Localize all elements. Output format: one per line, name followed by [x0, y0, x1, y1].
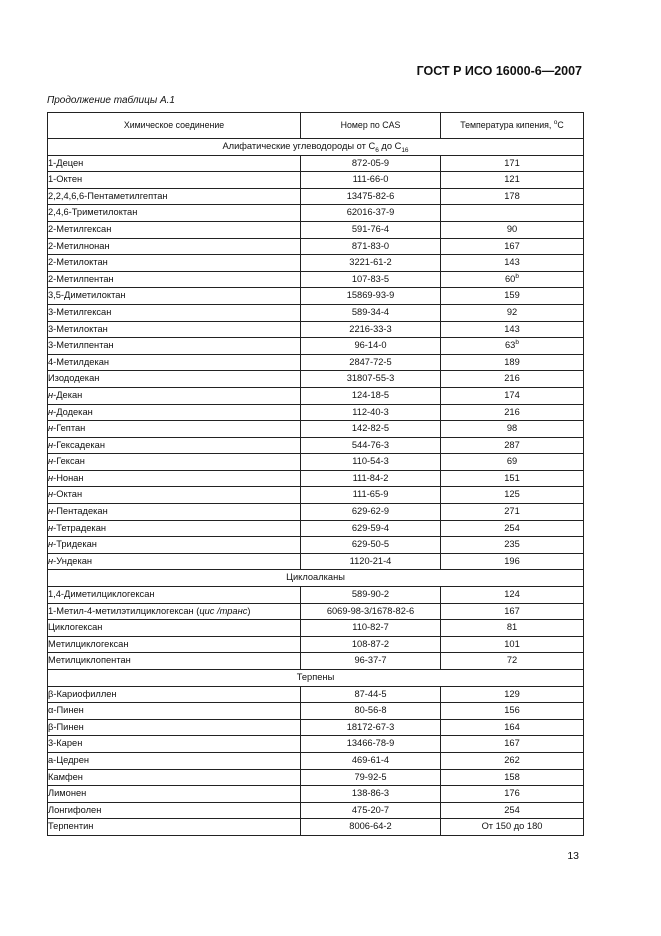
compound-name: -Октан [53, 489, 83, 500]
boiling-temp-value: 235 [504, 539, 520, 550]
cas-number-cell: 96-14-0 [301, 338, 441, 355]
compound-name-cell [48, 470, 301, 487]
boiling-temp-value: 92 [506, 306, 518, 317]
compound-name-cell [48, 304, 301, 321]
table-row [48, 338, 584, 355]
compound-name: 2-Метилгексан [48, 223, 112, 234]
compound-name: -Гексан [53, 456, 85, 467]
boiling-temp-value: 101 [504, 638, 520, 649]
boiling-temp-cell [441, 172, 584, 189]
column-header-cas: Номер по CAS [301, 113, 441, 139]
boiling-temp-cell [441, 553, 584, 570]
table-row [48, 537, 584, 554]
table-row [48, 205, 584, 222]
cas-number-cell: 112-40-3 [301, 404, 441, 421]
boiling-temp-cell [441, 470, 584, 487]
compound-name: 3,5-Диметилоктан [48, 290, 126, 301]
compound-name-cell [48, 504, 301, 521]
table-row [48, 653, 584, 670]
cas-number-cell: 110-54-3 [301, 454, 441, 471]
boiling-temp-value: 124 [504, 589, 520, 600]
cas-number-cell: 589-90-2 [301, 587, 441, 604]
compound-name-cell [48, 354, 301, 371]
cas-number-cell: 13475-82-6 [301, 188, 441, 205]
compound-name: 1-Метил-4-метилэтилциклогексан ( [48, 605, 200, 616]
compound-prefix: н [48, 423, 54, 434]
boiling-temp-value: 189 [504, 356, 520, 367]
boiling-temp-cell [441, 520, 584, 537]
boiling-temp-cell [441, 752, 584, 769]
compound-prefix: н [48, 472, 54, 483]
compound-name: 2,2,4,6,6-Пентаметилгептан [48, 190, 168, 201]
boiling-temp-cell [441, 371, 584, 388]
temp-header-text: Температура кипения, [460, 120, 554, 130]
footnote-marker: b [515, 339, 519, 347]
compound-name: Циклогексан [48, 622, 103, 633]
cas-number-cell: 6069-98-3/1678-82-6 [301, 603, 441, 620]
cas-number-cell: 2847-72-5 [301, 354, 441, 371]
boiling-temp-value: 90 [506, 223, 518, 234]
boiling-temp-cell [441, 155, 584, 172]
cas-number-cell: 475-20-7 [301, 802, 441, 819]
boiling-temp-cell [441, 653, 584, 670]
table-row [48, 470, 584, 487]
boiling-temp-value: 262 [504, 754, 520, 765]
boiling-temp-cell [441, 636, 584, 653]
boiling-temp-cell [441, 487, 584, 504]
boiling-temp-value: 69 [506, 456, 518, 467]
cas-number-cell: 8006-64-2 [301, 819, 441, 836]
cas-number-cell: 629-50-5 [301, 537, 441, 554]
table-row [48, 719, 584, 736]
cas-number-cell: 18172-67-3 [301, 719, 441, 736]
boiling-temp-cell [441, 387, 584, 404]
degree-sup: o [553, 119, 558, 127]
compound-name-cell [48, 387, 301, 404]
table-row [48, 387, 584, 404]
table-row [48, 736, 584, 753]
boiling-temp-value: 60 [505, 273, 516, 284]
boiling-temp-value: 174 [504, 389, 520, 400]
boiling-temp-value: 171 [504, 157, 520, 168]
compound-name-cell [48, 454, 301, 471]
compound-name-cell [48, 155, 301, 172]
boiling-temp-value: 125 [504, 489, 520, 500]
compound-name-cell [48, 205, 301, 222]
compound-prefix: н [48, 456, 54, 467]
section-header-row [48, 139, 584, 156]
compound-name-cell [48, 255, 301, 272]
cas-number-cell: 87-44-5 [301, 686, 441, 703]
table-row [48, 221, 584, 238]
compound-isomer-note: цис /транс [199, 605, 248, 616]
compound-name: 3-Метилоктан [48, 323, 108, 334]
boiling-temp-cell [441, 454, 584, 471]
boiling-temp-value: 254 [504, 522, 520, 533]
compound-name-tail: ) [247, 605, 251, 616]
compound-name-cell [48, 786, 301, 803]
table-row [48, 786, 584, 803]
boiling-temp-value: 216 [504, 373, 520, 384]
table-row [48, 703, 584, 720]
boiling-temp-value: 196 [504, 555, 520, 566]
compound-name-cell [48, 686, 301, 703]
compound-name: 3-Карен [48, 738, 83, 749]
compound-name: 4-Метилдекан [48, 356, 110, 367]
cas-number-cell: 96-37-7 [301, 653, 441, 670]
compound-name-cell [48, 238, 301, 255]
compound-prefix: н [48, 522, 54, 533]
cas-number-cell: 1120-21-4 [301, 553, 441, 570]
boiling-temp-cell [441, 603, 584, 620]
compound-name: 1,4-Диметилциклогексан [48, 589, 155, 600]
section-title-text: Циклоалканы [286, 572, 345, 583]
boiling-temp-cell [441, 338, 584, 355]
compound-name: β-Кариофиллен [48, 688, 117, 699]
compound-name-cell [48, 620, 301, 637]
boiling-temp-value: 167 [504, 240, 520, 251]
cas-number-cell: 80-56-8 [301, 703, 441, 720]
cas-number-cell: 107-83-5 [301, 271, 441, 288]
compound-name-cell [48, 603, 301, 620]
cas-number-cell: 13466-78-9 [301, 736, 441, 753]
column-header-compound: Химическое соединение [48, 113, 301, 139]
compound-name-cell [48, 404, 301, 421]
footnote-marker: b [515, 272, 519, 280]
compound-name-cell [48, 636, 301, 653]
boiling-temp-value: От 150 до 180 [481, 821, 543, 832]
table-row [48, 819, 584, 836]
cas-number-cell: 124-18-5 [301, 387, 441, 404]
compound-name: 1-Децен [48, 157, 84, 168]
compound-name: Лимонен [48, 788, 87, 799]
compound-name-cell [48, 338, 301, 355]
compound-name-cell [48, 736, 301, 753]
boiling-temp-cell [441, 404, 584, 421]
cas-number-cell: 31807-55-3 [301, 371, 441, 388]
section-title [48, 670, 584, 687]
compound-name: -Гептан [53, 423, 86, 434]
compound-name-cell [48, 421, 301, 438]
table-row [48, 288, 584, 305]
boiling-temp-value: 151 [504, 472, 520, 483]
table-row [48, 769, 584, 786]
cas-number-cell: 629-59-4 [301, 520, 441, 537]
section-title-subscript: 16 [401, 146, 409, 154]
table-row [48, 437, 584, 454]
boiling-temp-value: 156 [504, 705, 520, 716]
table-body [48, 139, 584, 836]
compound-name: Камфен [48, 771, 83, 782]
section-title-subscript: 6 [375, 146, 379, 154]
table-row [48, 238, 584, 255]
compound-name: 3-Метилпентан [48, 340, 114, 351]
cas-number-cell: 142-82-5 [301, 421, 441, 438]
compound-name-cell [48, 520, 301, 537]
compound-name: -Ундекан [53, 555, 93, 566]
section-header-row [48, 670, 584, 687]
compound-name-cell [48, 437, 301, 454]
boiling-temp-cell [441, 719, 584, 736]
cas-number-cell: 2216-33-3 [301, 321, 441, 338]
boiling-temp-value: 158 [504, 771, 520, 782]
boiling-temp-value: 98 [506, 423, 518, 434]
section-title [48, 570, 584, 587]
boiling-temp-cell [441, 504, 584, 521]
boiling-temp-cell [441, 321, 584, 338]
compound-name-cell [48, 769, 301, 786]
boiling-temp-value: 167 [504, 605, 520, 616]
boiling-temp-cell [441, 354, 584, 371]
table-row [48, 354, 584, 371]
boiling-temp-value: 271 [504, 506, 520, 517]
compound-prefix: н [48, 539, 54, 550]
compound-name-cell [48, 553, 301, 570]
boiling-temp-cell [441, 205, 584, 222]
boiling-temp-value: 72 [506, 655, 518, 666]
boiling-temp-cell [441, 271, 584, 288]
boiling-temp-cell [441, 686, 584, 703]
compound-name: -Тридекан [53, 539, 97, 550]
compound-name: 3-Метилгексан [48, 306, 112, 317]
cas-number-cell: 871-83-0 [301, 238, 441, 255]
boiling-temp-cell [441, 221, 584, 238]
table-row [48, 155, 584, 172]
boiling-temp-cell [441, 288, 584, 305]
boiling-temp-value: 167 [504, 738, 520, 749]
boiling-temp-value: 178 [504, 190, 520, 201]
table-row [48, 271, 584, 288]
compound-name-cell [48, 537, 301, 554]
section-title-text: до C [378, 141, 402, 151]
compound-name: -Тетрадекан [53, 522, 107, 533]
compound-name: β-Пинен [48, 721, 84, 732]
boiling-temp-cell [441, 304, 584, 321]
boiling-temp-cell [441, 421, 584, 438]
boiling-temp-value: 164 [504, 721, 520, 732]
cas-number-cell: 111-66-0 [301, 172, 441, 189]
cas-number-cell: 3221-61-2 [301, 255, 441, 272]
compound-name: -Гексадекан [53, 439, 105, 450]
compound-name: -Додекан [53, 406, 93, 417]
compound-name-cell [48, 321, 301, 338]
boiling-temp-cell [441, 188, 584, 205]
cas-number-cell: 544-76-3 [301, 437, 441, 454]
table-row [48, 587, 584, 604]
boiling-temp-cell [441, 437, 584, 454]
document-standard-header: ГОСТ Р ИСО 16000-6—2007 [416, 64, 582, 78]
table-row [48, 371, 584, 388]
table-row [48, 620, 584, 637]
compound-prefix: н [48, 389, 54, 400]
cas-number-cell: 591-76-4 [301, 221, 441, 238]
compound-prefix: н [48, 489, 54, 500]
compound-name: 2-Метилпентан [48, 273, 114, 284]
table-row [48, 487, 584, 504]
boiling-temp-value: 63 [505, 340, 516, 351]
boiling-temp-value: 216 [504, 406, 520, 417]
compound-name-cell [48, 802, 301, 819]
compound-prefix: н [48, 506, 54, 517]
compound-name-cell [48, 587, 301, 604]
table-caption: Продолжение таблицы А.1 [47, 95, 175, 106]
compound-name: α-Пинен [48, 705, 84, 716]
compound-name-cell [48, 221, 301, 238]
compound-name: -Декан [53, 389, 83, 400]
table-row [48, 304, 584, 321]
table-row [48, 255, 584, 272]
boiling-temp-value: 254 [504, 804, 520, 815]
table-row [48, 172, 584, 189]
table-row [48, 636, 584, 653]
compound-name-cell [48, 271, 301, 288]
section-title-text: Алифатические углеводороды от C [222, 141, 376, 151]
compound-name-cell [48, 487, 301, 504]
compound-name-cell [48, 188, 301, 205]
boiling-temp-cell [441, 255, 584, 272]
cas-number-cell: 111-65-9 [301, 487, 441, 504]
boiling-temp-value: 287 [504, 439, 520, 450]
compound-name: -Пентадекан [53, 506, 108, 517]
compound-prefix: н [48, 439, 54, 450]
boiling-temp-value: 81 [506, 622, 518, 633]
boiling-temp-cell [441, 620, 584, 637]
boiling-temp-cell [441, 769, 584, 786]
boiling-temp-cell [441, 238, 584, 255]
compound-name: а-Цедрен [48, 754, 90, 765]
cas-number-cell: 79-92-5 [301, 769, 441, 786]
table-header-row [48, 113, 584, 139]
compound-name: Изододекан [48, 373, 100, 384]
compound-prefix: н [48, 406, 54, 417]
compounds-table [47, 112, 584, 836]
compound-name: -Нонан [53, 472, 84, 483]
compound-prefix: н [48, 555, 54, 566]
boiling-temp-value: 121 [504, 174, 520, 185]
compound-name: 2-Метилнонан [48, 240, 110, 251]
boiling-temp-cell [441, 703, 584, 720]
cas-number-cell: 629-62-9 [301, 504, 441, 521]
table-row [48, 520, 584, 537]
table-row [48, 421, 584, 438]
cas-number-cell: 469-61-4 [301, 752, 441, 769]
boiling-temp-value: 129 [504, 688, 520, 699]
cas-number-cell: 589-34-4 [301, 304, 441, 321]
compound-name: Терпентин [48, 821, 94, 832]
cas-number-cell: 872-05-9 [301, 155, 441, 172]
compound-name-cell [48, 288, 301, 305]
table-row [48, 188, 584, 205]
cas-number-cell: 110-82-7 [301, 620, 441, 637]
boiling-temp-cell [441, 819, 584, 836]
table-row [48, 553, 584, 570]
temp-unit: C [557, 120, 564, 130]
boiling-temp-value: 143 [504, 257, 520, 268]
compound-name: Метилциклопентан [48, 655, 131, 666]
boiling-temp-value: 176 [504, 788, 520, 799]
boiling-temp-cell [441, 587, 584, 604]
table-row [48, 603, 584, 620]
boiling-temp-value: 143 [504, 323, 520, 334]
compound-name-cell [48, 719, 301, 736]
compound-name: Метилциклогексан [48, 638, 129, 649]
cas-number-cell: 138-86-3 [301, 786, 441, 803]
table-row [48, 686, 584, 703]
compound-name-cell [48, 172, 301, 189]
section-title-text: Терпены [296, 672, 335, 682]
section-title [48, 139, 584, 156]
boiling-temp-cell [441, 537, 584, 554]
section-header-row [48, 570, 584, 587]
boiling-temp-value: 159 [504, 290, 520, 301]
table-row [48, 504, 584, 521]
column-header-boiling-temp [441, 113, 584, 139]
boiling-temp-cell [441, 736, 584, 753]
cas-number-cell: 111-84-2 [301, 470, 441, 487]
boiling-temp-cell [441, 802, 584, 819]
boiling-temp-cell [441, 786, 584, 803]
compound-name-cell [48, 703, 301, 720]
cas-number-cell: 62016-37-9 [301, 205, 441, 222]
table-row [48, 802, 584, 819]
compound-name: 1-Октен [48, 174, 83, 185]
compound-name-cell [48, 653, 301, 670]
table-row [48, 752, 584, 769]
compound-name: 2,4,6-Триметилоктан [48, 207, 138, 218]
table-row [48, 321, 584, 338]
compound-name-cell [48, 371, 301, 388]
compound-name-cell [48, 752, 301, 769]
compound-name-cell [48, 819, 301, 836]
table-row [48, 454, 584, 471]
cas-number-cell: 15869-93-9 [301, 288, 441, 305]
compound-name: 2-Метилоктан [48, 257, 108, 268]
cas-number-cell: 108-87-2 [301, 636, 441, 653]
compound-name: Лонгифолен [48, 804, 102, 815]
table-row [48, 404, 584, 421]
page-number: 13 [567, 850, 579, 862]
